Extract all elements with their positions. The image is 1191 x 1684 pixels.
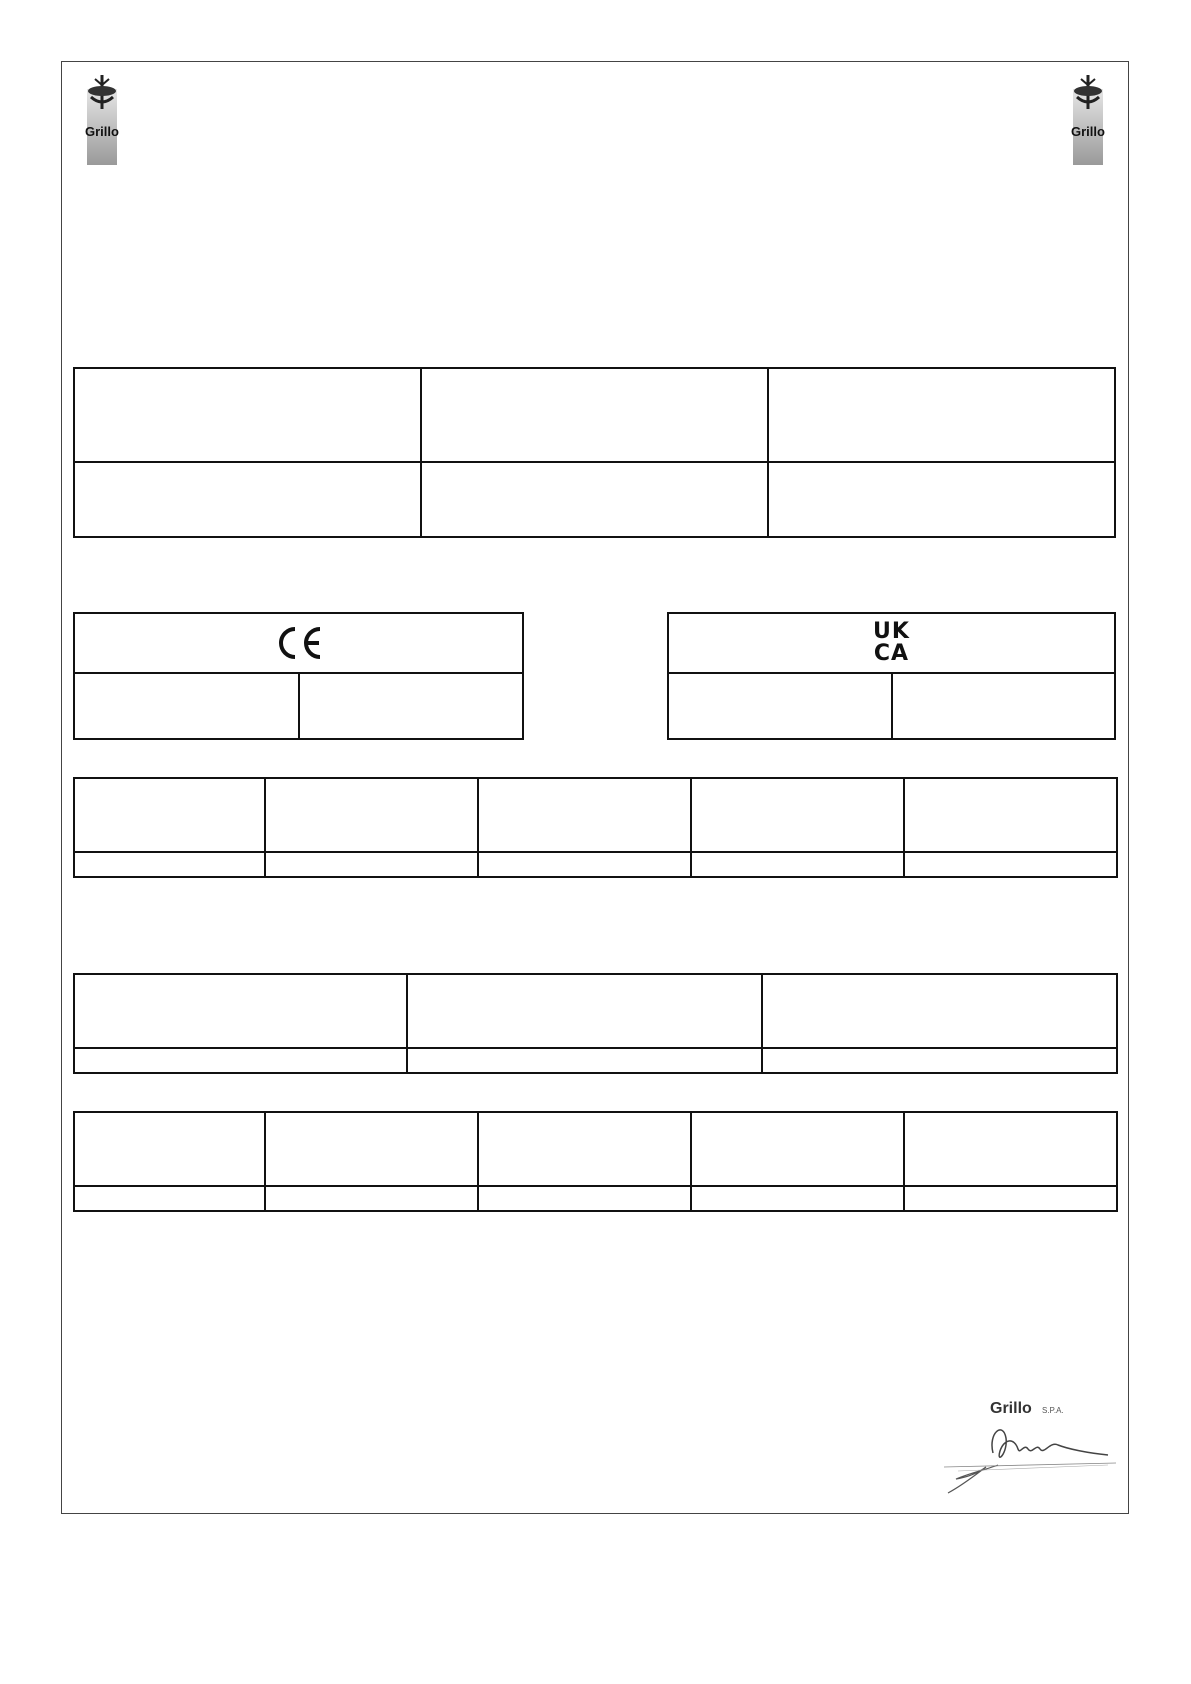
table-cell <box>691 1186 904 1211</box>
ukca-line-uk: UK <box>873 619 910 644</box>
handwritten-signature-icon <box>938 1393 1120 1503</box>
table-cell <box>407 1048 762 1073</box>
info-table-4 <box>73 1111 1118 1212</box>
table-cell <box>691 778 904 852</box>
ukca-mark-cell <box>668 613 1115 673</box>
table-cell <box>904 778 1117 852</box>
table-row <box>668 673 1115 739</box>
table-cell <box>478 852 691 877</box>
table-cell <box>265 778 478 852</box>
table-row <box>74 613 523 673</box>
table-row <box>74 462 1115 537</box>
info-table-3 <box>73 973 1118 1074</box>
table-cell <box>768 462 1115 537</box>
table-cell <box>74 462 421 537</box>
ce-mark-cell <box>74 613 523 673</box>
table-cell <box>74 673 299 739</box>
table-cell <box>768 368 1115 462</box>
table-cell <box>904 1186 1117 1211</box>
svg-text:S.P.A.: S.P.A. <box>1042 1406 1064 1415</box>
grillo-logo-icon <box>1059 73 1119 168</box>
table-row <box>74 1048 1117 1073</box>
table-row <box>668 613 1115 673</box>
table-cell <box>265 1186 478 1211</box>
table-cell <box>74 778 265 852</box>
table-cell <box>478 1186 691 1211</box>
table-cell <box>74 1048 407 1073</box>
table-row <box>74 974 1117 1048</box>
table-cell <box>892 673 1116 739</box>
table-row <box>74 1186 1117 1211</box>
table-row <box>74 778 1117 852</box>
info-table-1 <box>73 367 1116 538</box>
table-cell <box>691 852 904 877</box>
svg-text:Grillo: Grillo <box>85 124 119 139</box>
table-cell <box>407 974 762 1048</box>
table-cell <box>668 673 892 739</box>
ce-marking-table <box>73 612 524 740</box>
table-cell <box>74 1186 265 1211</box>
signature-stamp <box>938 1393 1120 1503</box>
table-cell <box>421 368 768 462</box>
table-cell <box>904 852 1117 877</box>
ce-mark-icon <box>274 625 324 661</box>
ukca-marking-table <box>667 612 1116 740</box>
table-row <box>74 368 1115 462</box>
table-cell <box>74 1112 265 1186</box>
ukca-line-ca: CA <box>873 641 910 666</box>
table-row <box>74 673 523 739</box>
table-row <box>74 1112 1117 1186</box>
table-cell <box>265 852 478 877</box>
table-cell <box>74 852 265 877</box>
table-cell <box>478 1112 691 1186</box>
svg-text:Grillo: Grillo <box>990 1400 1032 1417</box>
grillo-logo-icon <box>73 73 133 168</box>
table-cell <box>904 1112 1117 1186</box>
table-cell <box>74 974 407 1048</box>
table-cell <box>265 1112 478 1186</box>
table-cell <box>762 974 1117 1048</box>
ukca-mark-icon <box>873 621 910 665</box>
grillo-logo-left <box>73 73 133 168</box>
table-cell <box>421 462 768 537</box>
info-table-2 <box>73 777 1118 878</box>
grillo-logo-right <box>1059 73 1119 168</box>
table-cell <box>691 1112 904 1186</box>
table-cell <box>762 1048 1117 1073</box>
table-row <box>74 852 1117 877</box>
table-cell <box>299 673 524 739</box>
table-cell <box>478 778 691 852</box>
svg-text:Grillo: Grillo <box>1071 124 1105 139</box>
table-cell <box>74 368 421 462</box>
